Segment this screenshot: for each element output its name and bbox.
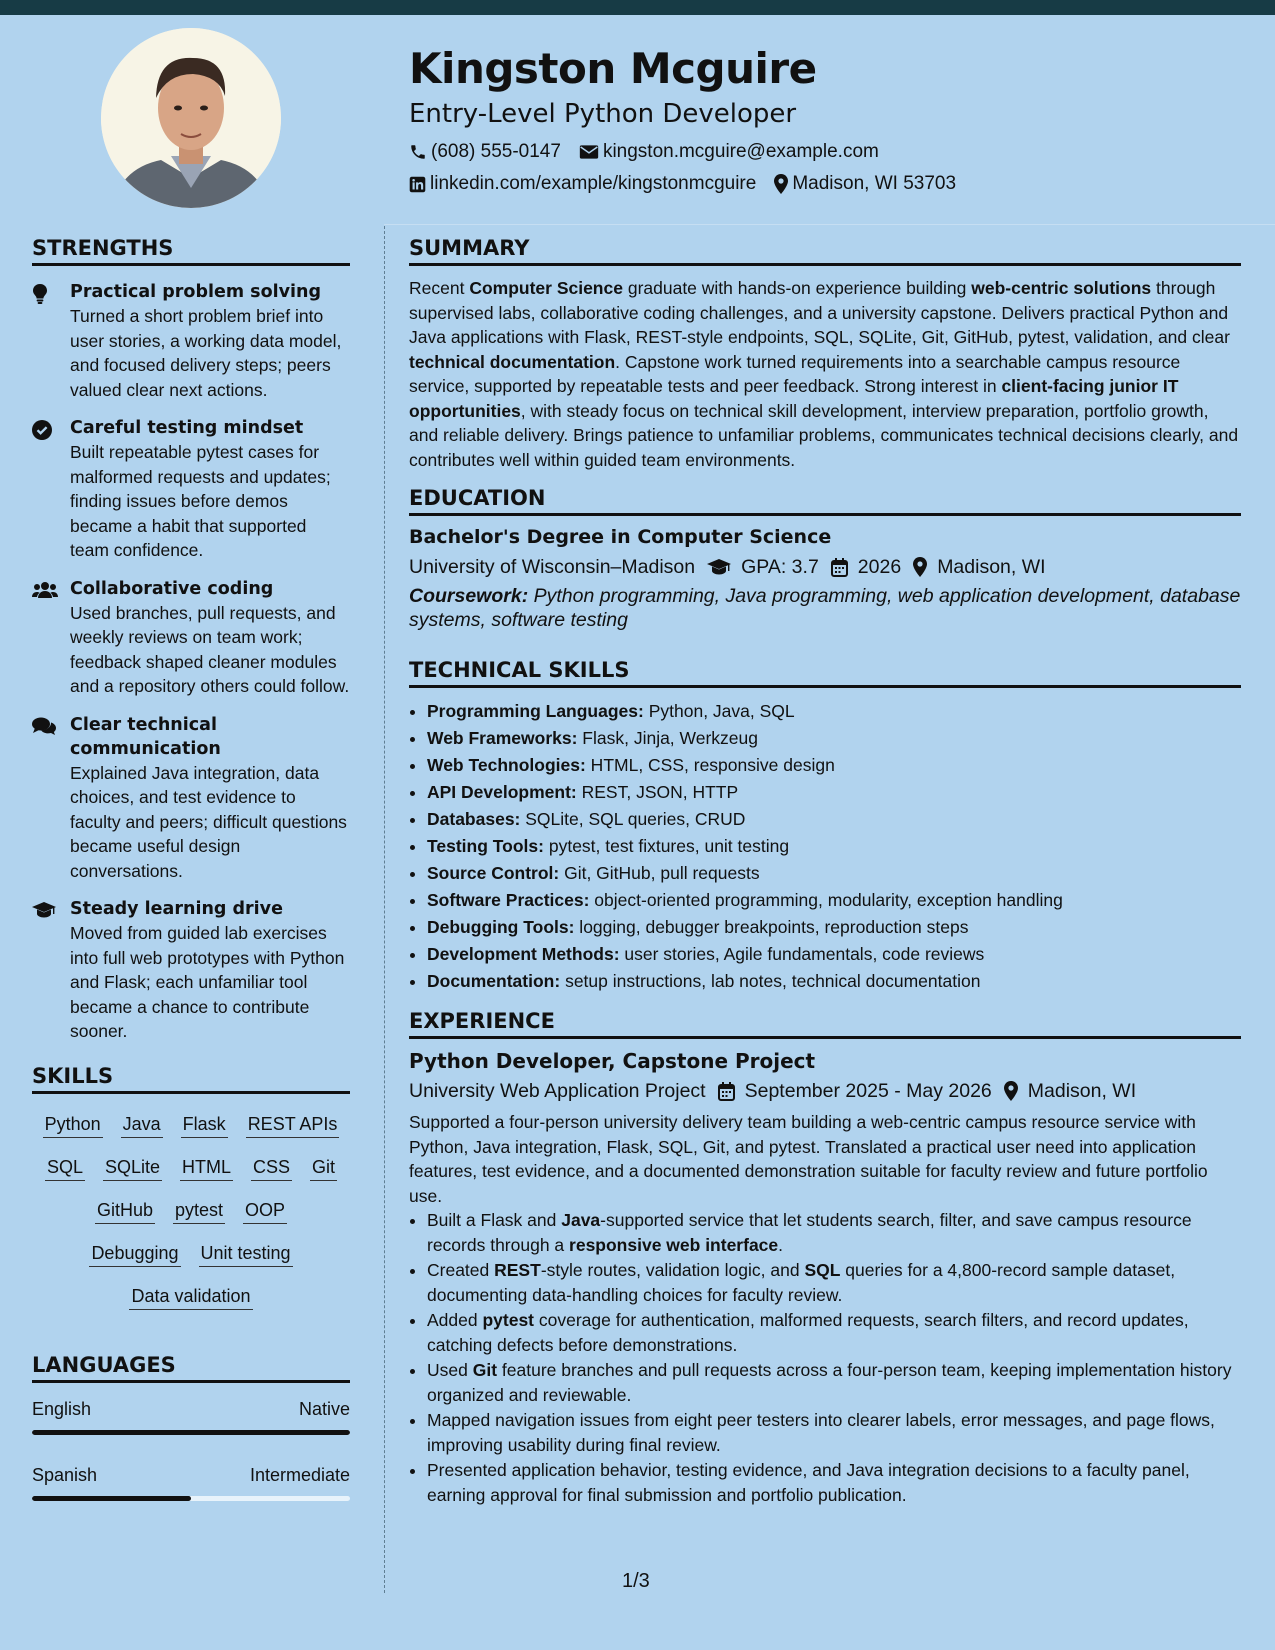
- school-name: University of Wisconsin–Madison: [409, 556, 696, 578]
- experience-bullet: [427, 1408, 1241, 1457]
- candidate-name: Kingston Mcguire: [409, 44, 817, 93]
- job-org: University Web Application Project: [409, 1080, 706, 1102]
- skill-tag: Debugging: [89, 1241, 180, 1267]
- technical-skill-item: [427, 968, 1241, 995]
- email-contact[interactable]: [579, 136, 879, 168]
- resume-header: [409, 40, 1249, 200]
- technical-skill-label: Programming Languages:: [427, 701, 644, 721]
- graduation-cap-icon: [707, 558, 731, 576]
- experience-heading: EXPERIENCE: [409, 1009, 1241, 1039]
- strength-text: Explained Java integration, data choices, and test evidence to faculty and peers; difficult questions became useful design conversations.: [70, 762, 347, 881]
- technical-skill-value: REST, JSON, HTTP: [576, 782, 739, 802]
- bullet-text: coverage for authentication, malformed requests, search filters, and record updates, catching defects before demonstrations.: [427, 1310, 1189, 1355]
- job-dates: September 2025 - May 2026: [744, 1080, 992, 1102]
- strength-heading: Collaborative coding: [70, 578, 274, 599]
- location-text: Madison, WI 53703: [792, 173, 957, 194]
- skill-tag: SQL: [45, 1155, 85, 1181]
- technical-skill-value: SQLite, SQL queries, CRUD: [520, 809, 746, 829]
- technical-skill-value: logging, debugger breakpoints, reproduction steps: [574, 917, 969, 937]
- technical-skill-label: Databases:: [427, 809, 521, 829]
- coursework-text: Python programming, Java programming, web application development, database systems, software testing: [409, 585, 1241, 631]
- skill-tag: Unit testing: [199, 1241, 293, 1267]
- skill-tag: Flask: [181, 1112, 228, 1138]
- bullet-bold: SQL: [804, 1260, 841, 1280]
- technical-skills-list: [409, 698, 1241, 995]
- summary-text: , with steady focus on technical skill development, interview preparation, portfolio growth, and reliable delivery. Brings patience to unfamiliar problems, communicates technical decisions clearly, and contributes well within guided team environments.: [409, 400, 1239, 470]
- language-bar-fill: [32, 1496, 191, 1501]
- top-accent-bar: [0, 0, 1275, 15]
- skill-tag: Data validation: [129, 1284, 252, 1310]
- bullet-text: Presented application behavior, testing evidence, and Java integration decisions to a faculty panel, earning approval for final submission and portfolio publication.: [427, 1460, 1190, 1505]
- left-column: [32, 236, 350, 1519]
- summary-text: Recent: [409, 278, 470, 298]
- technical-skill-item: [427, 806, 1241, 833]
- coursework-label: Coursework:: [409, 585, 529, 607]
- education-location: Madison, WI: [937, 556, 1046, 578]
- skill-tag: GitHub: [95, 1198, 155, 1224]
- language-level: Native: [298, 1398, 350, 1419]
- linkedin-text[interactable]: linkedin.com/example/kingstonmcguire: [430, 173, 757, 194]
- language-row: [32, 1463, 350, 1487]
- technical-skill-value: Flask, Jinja, Werkzeug: [577, 728, 758, 748]
- strength-heading: Clear technical communication: [70, 714, 221, 759]
- language-name: English: [32, 1398, 92, 1419]
- summary-bold: technical documentation: [409, 351, 616, 372]
- technical-skill-item: [427, 725, 1241, 752]
- users-icon: [32, 577, 70, 699]
- language-name: Spanish: [32, 1464, 98, 1485]
- bullet-text: -supported service that let students search, filter, and save campus resource records through a: [427, 1210, 1192, 1255]
- experience-bullet: [427, 1208, 1241, 1257]
- languages-heading: LANGUAGES: [32, 1353, 350, 1383]
- bullet-text: feature branches and pull requests across a four-person team, keeping implementation history organized and reviewable.: [427, 1360, 1232, 1405]
- bullet-text: queries for a 4,800-record sample dataset, documenting data-handling choices for faculty review.: [427, 1260, 1176, 1305]
- technical-skill-item: [427, 887, 1241, 914]
- language-bar: [32, 1496, 350, 1501]
- map-pin-icon: [913, 557, 927, 577]
- calendar-icon: [831, 558, 848, 577]
- bullet-bold: pytest: [482, 1310, 535, 1330]
- strength-text: Turned a short problem brief into user stories, a working data model, and focused delivery steps; peers valued clear next actions.: [70, 306, 342, 400]
- language-bar-fill: [32, 1430, 350, 1435]
- skill-tag: Git: [310, 1155, 337, 1181]
- profile-photo: [101, 28, 281, 208]
- technical-skill-item: [427, 833, 1241, 860]
- contact-row-1: [409, 136, 1249, 168]
- header-separator: [384, 224, 1275, 225]
- strength-heading: Careful testing mindset: [70, 418, 304, 438]
- language-row: [32, 1397, 350, 1421]
- skill-tag: REST APIs: [246, 1112, 340, 1138]
- location-contact: [774, 168, 956, 200]
- map-pin-icon: [1004, 1081, 1018, 1101]
- strengths-heading: STRENGTHS: [32, 236, 350, 266]
- graduation-cap-icon: [32, 897, 70, 1044]
- right-column: [409, 236, 1241, 1521]
- lightbulb-icon: [32, 280, 70, 402]
- bullet-bold: responsive web interface: [569, 1234, 779, 1255]
- coursework: [409, 584, 1241, 632]
- bullet-bold: Java: [561, 1210, 601, 1230]
- strength-heading: Steady learning drive: [70, 899, 283, 919]
- skill-tag: SQLite: [103, 1155, 162, 1181]
- summary-text: [409, 276, 1241, 472]
- degree-title: Bachelor's Degree in Computer Science: [409, 526, 832, 548]
- summary-text: . Capstone work turned requirements into a searchable campus resource service, supported by repeatable tests and peer feedback. Strong interest in: [409, 351, 1181, 396]
- technical-skill-item: [427, 860, 1241, 887]
- phone-text: (608) 555-0147: [431, 141, 561, 162]
- technical-skill-value: pytest, test fixtures, unit testing: [543, 836, 790, 856]
- page-indicator: 1/3: [622, 1570, 650, 1592]
- technical-skill-label: Web Technologies:: [427, 755, 586, 775]
- summary-bold: client-facing junior IT opportunities: [409, 376, 1179, 421]
- bullet-text: Mapped navigation issues from eight peer testers into clearer labels, error messages, and page flows, improving usability during final review.: [427, 1410, 1215, 1455]
- technical-skill-label: API Development:: [427, 782, 577, 802]
- strength-item: [32, 713, 350, 884]
- column-divider: [384, 226, 385, 1593]
- bullet-text: Built a Flask and: [427, 1210, 562, 1230]
- bullet-bold: Git: [472, 1360, 498, 1380]
- bullet-text: Used: [427, 1360, 473, 1380]
- experience-bullet: [427, 1358, 1241, 1407]
- strength-text: Built repeatable pytest cases for malformed requests and updates; finding issues before demos became a habit that supported team confidence.: [70, 442, 331, 560]
- bullet-text: Created: [427, 1260, 495, 1280]
- bullet-bold: REST: [494, 1260, 541, 1280]
- technical-skill-item: [427, 779, 1241, 806]
- envelope-icon: [579, 144, 599, 160]
- technical-skill-value: user stories, Agile fundamentals, code reviews: [619, 944, 985, 964]
- job-title: Python Developer, Capstone Project: [409, 1049, 816, 1073]
- technical-skill-item: [427, 752, 1241, 779]
- language-bar: [32, 1430, 350, 1435]
- job-description: Supported a four-person university delivery team building a web-centric campus resource service with Python, Java integration, Flask, SQL, Git, and pytest. Translated a practical user need into application features, test evidence, and a documented demonstration suitable for faculty review and future portfolio use.: [409, 1112, 1208, 1206]
- skills-list: [32, 1104, 350, 1319]
- candidate-title: Entry-Level Python Developer: [409, 99, 797, 129]
- grad-year: 2026: [857, 556, 902, 578]
- bullet-text: .: [778, 1234, 784, 1255]
- job-meta: [409, 1074, 1241, 1108]
- technical-skill-value: object-oriented programming, modularity, exception handling: [589, 890, 1063, 910]
- contact-row-2: [409, 168, 1249, 200]
- languages-list: [32, 1397, 350, 1501]
- strength-item: [32, 897, 350, 1044]
- strength-item: [32, 416, 350, 563]
- skill-tag: OOP: [243, 1198, 287, 1224]
- skill-tag: pytest: [173, 1198, 225, 1224]
- technical-skill-label: Source Control:: [427, 863, 560, 883]
- linkedin-contact[interactable]: [409, 168, 756, 200]
- linkedin-icon: [409, 176, 426, 193]
- comments-icon: [32, 713, 70, 884]
- strength-text: Used branches, pull requests, and weekly reviews on team work; feedback shaped cleaner modules and a repository others could follow.: [70, 602, 350, 696]
- experience-bullet: [427, 1258, 1241, 1307]
- bullet-text: -style routes, validation logic, and: [540, 1260, 805, 1280]
- technical-skill-item: [427, 698, 1241, 725]
- technical-skill-label: Debugging Tools:: [427, 917, 575, 937]
- education-heading: EDUCATION: [409, 486, 1241, 516]
- skill-tag: Python: [43, 1112, 103, 1138]
- technical-skill-label: Software Practices:: [427, 890, 590, 910]
- technical-skill-label: Documentation:: [427, 971, 561, 991]
- summary-text: graduate with hands-on experience building: [622, 278, 972, 298]
- job-location: Madison, WI: [1027, 1080, 1137, 1102]
- experience-bullet: [427, 1308, 1241, 1357]
- skill-tag: Java: [121, 1112, 163, 1138]
- summary-text: through supervised labs, collaborative coding challenges, and a university capstone. Delivers practical Python and Java applications with Flask, REST-style endpoints, SQL, SQLite, Git, GitHub, pytest, validation, and clear: [409, 278, 1230, 347]
- technical-skill-value: Git, GitHub, pull requests: [559, 863, 760, 883]
- map-pin-icon: [774, 174, 788, 194]
- gpa-text: GPA: 3.7: [741, 556, 819, 578]
- technical-skill-label: Testing Tools:: [427, 836, 544, 856]
- check-circle-icon: [32, 416, 70, 563]
- technical-skill-label: Web Frameworks:: [427, 728, 578, 748]
- strength-item: [32, 577, 350, 699]
- technical-skill-label: Development Methods:: [427, 944, 620, 964]
- summary-bold: Computer Science: [469, 278, 623, 298]
- skills-heading: SKILLS: [32, 1064, 350, 1094]
- calendar-icon: [718, 1082, 735, 1101]
- technical-skills-heading: TECHNICAL SKILLS: [409, 658, 1241, 688]
- skill-tag: HTML: [180, 1155, 233, 1181]
- skill-tag: CSS: [251, 1155, 292, 1181]
- experience-bullets: [409, 1208, 1241, 1507]
- summary-bold: web-centric solutions: [971, 278, 1152, 298]
- strength-text: Moved from guided lab exercises into full web prototypes with Python and Flask; each unfamiliar tool became a chance to contribute sooner.: [70, 923, 345, 1041]
- phone-icon: [409, 143, 427, 161]
- strength-heading: Practical problem solving: [70, 282, 322, 302]
- phone-contact: [409, 136, 561, 168]
- email-text[interactable]: kingston.mcguire@example.com: [602, 141, 879, 162]
- technical-skill-value: setup instructions, lab notes, technical documentation: [560, 971, 981, 991]
- technical-skill-item: [427, 941, 1241, 968]
- experience-bullet: [427, 1458, 1241, 1507]
- bullet-text: Added: [427, 1310, 483, 1330]
- technical-skill-item: [427, 914, 1241, 941]
- technical-skill-value: Python, Java, SQL: [643, 701, 795, 721]
- technical-skill-value: HTML, CSS, responsive design: [585, 755, 835, 775]
- summary-heading: SUMMARY: [409, 236, 1241, 266]
- strength-item: [32, 280, 350, 402]
- education-meta: [409, 550, 1241, 584]
- strengths-list: [32, 280, 350, 1044]
- language-level: Intermediate: [249, 1464, 350, 1485]
